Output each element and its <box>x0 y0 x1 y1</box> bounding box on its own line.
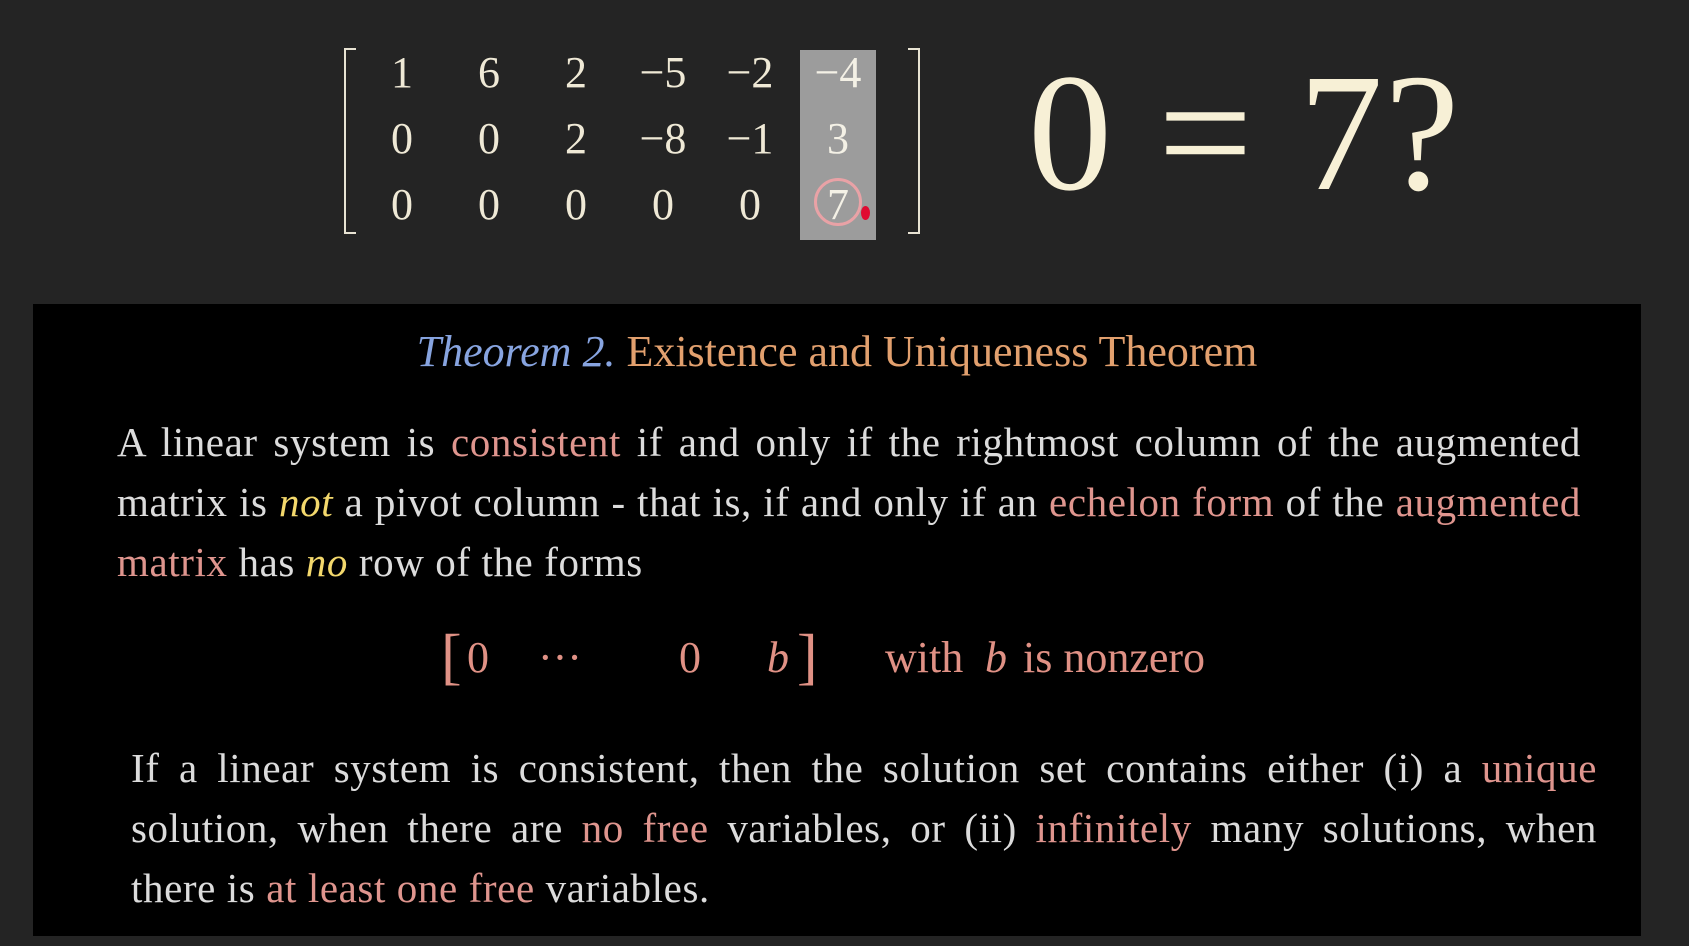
matrix-right-bracket <box>908 48 920 234</box>
matrix-entry: 6 <box>478 48 500 97</box>
text-run: has <box>227 539 306 585</box>
laser-pointer-icon <box>861 206 870 220</box>
matrix-entry: 0 <box>391 180 413 229</box>
matrix-entry: 2 <box>565 48 587 97</box>
augmented-matrix <box>344 48 920 236</box>
matrix-left-bracket <box>344 48 356 234</box>
term-echelon-form: echelon form <box>1049 479 1275 525</box>
row-zero-first: 0 <box>467 633 489 682</box>
term-unique: unique <box>1481 745 1597 791</box>
text-run: A linear system is <box>117 419 451 465</box>
theorem-paragraph-uniqueness <box>131 738 1597 918</box>
text-run: solution, when there are <box>131 805 582 851</box>
term-infinitely: infinitely <box>1035 805 1192 851</box>
term-at-least-one-free: at least one free <box>266 865 535 911</box>
matrix-entry-augmented: 7 <box>827 180 849 229</box>
row-b: b <box>767 633 789 682</box>
text-run: many solutions, when there is <box>131 805 1597 911</box>
matrix-entry: 0 <box>652 180 674 229</box>
theorem-paragraph-existence <box>117 412 1581 592</box>
inconsistent-row-form <box>33 622 1641 694</box>
matrix-entry-augmented: −4 <box>814 48 862 97</box>
annotation-circle <box>814 178 862 226</box>
term-consistent: consistent <box>451 419 621 465</box>
row-zero-last: 0 <box>679 633 701 682</box>
text-run: if and only if the rightmost column of the augmented matrix is <box>117 419 1581 525</box>
matrix-entry: −1 <box>726 114 774 163</box>
theorem-name: Existence and Uniqueness Theorem <box>626 327 1258 376</box>
matrix-entry: 0 <box>478 114 500 163</box>
text-run: a pivot column - that is, if and only if an <box>333 479 1050 525</box>
row-with-label: with <box>885 633 964 682</box>
text-run: of the <box>1274 479 1396 525</box>
matrix-entry: 2 <box>565 114 587 163</box>
matrix-entry: 0 <box>565 180 587 229</box>
term-no-free: no free <box>581 805 709 851</box>
theorem-panel <box>33 304 1641 936</box>
matrix-entry: 0 <box>391 114 413 163</box>
emphasis-not: not <box>279 479 334 525</box>
row-open-bracket: [ <box>441 623 462 691</box>
text-run: row of the forms <box>347 539 643 585</box>
emphasis-no: no <box>305 539 348 585</box>
row-dots: ··· <box>538 633 582 682</box>
theorem-label: Theorem 2. <box>416 327 616 376</box>
row-close-bracket: ] <box>797 623 818 691</box>
matrix-entry-augmented: 3 <box>827 114 849 163</box>
matrix-entry: 0 <box>739 180 761 229</box>
theorem-title <box>33 322 1641 382</box>
contradiction-equation: 0 = 7? <box>1028 40 1462 226</box>
matrix-entry: 1 <box>391 48 413 97</box>
row-nonzero-label: is nonzero <box>1023 633 1206 682</box>
matrix-entry: −2 <box>726 48 774 97</box>
matrix-entry: −8 <box>639 114 687 163</box>
row-b-nonzero: b <box>985 633 1007 682</box>
term-augmented-matrix: augmented matrix <box>117 479 1581 585</box>
text-run: variables, or (ii) <box>708 805 1036 851</box>
text-run: If a linear system is consistent, then the solution set contains either (i) a <box>131 745 1482 791</box>
matrix-entry: 0 <box>478 180 500 229</box>
matrix-entry: −5 <box>639 48 687 97</box>
text-run: variables. <box>534 865 710 911</box>
